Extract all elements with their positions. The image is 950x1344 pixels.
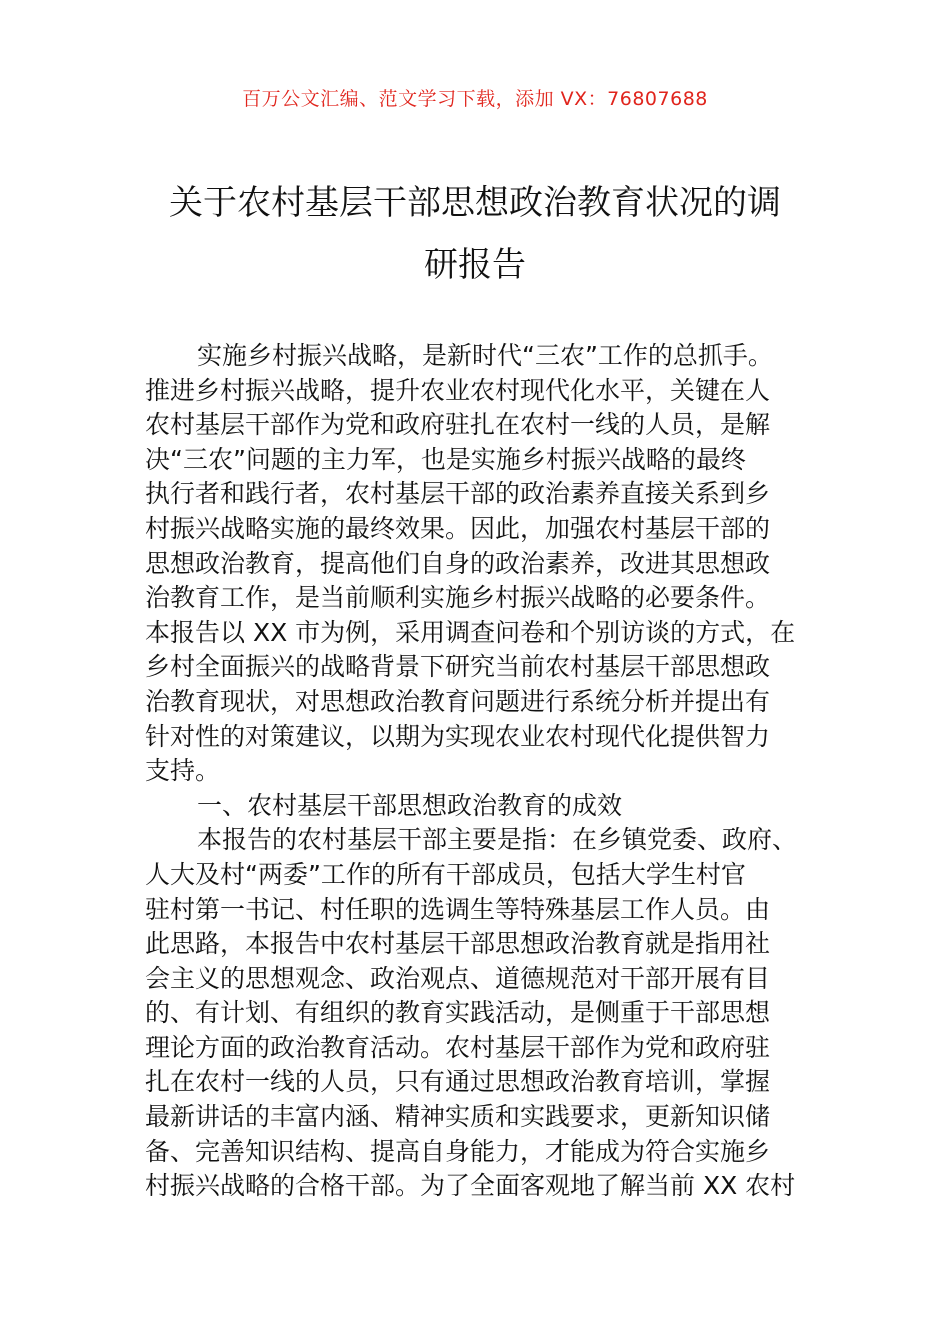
watermark-banner: 百万公文汇编、范文学习下载，添加 VX：76807688 [242, 88, 708, 110]
paragraph-line: 执行者和践行者，农村基层干部的政治素养直接关系到乡 [145, 479, 771, 509]
document-title [150, 172, 800, 296]
paragraph-line: 治教育工作，是当前顺利实施乡村振兴战略的必要条件。 [145, 583, 771, 613]
paragraph-line: 此思路，本报告中农村基层干部思想政治教育就是指用社 [145, 929, 771, 959]
paragraph-line: 农村基层干部作为党和政府驻扎在农村一线的人员，是解 [145, 410, 771, 440]
paragraph-line: 扎在农村一线的人员，只有通过思想政治教育培训，掌握 [145, 1067, 771, 1097]
section-heading: 一、农村基层干部思想政治教育的成效 [197, 790, 623, 820]
paragraph-line: 的、有计划、有组织的教育实践活动，是侧重于干部思想 [145, 998, 771, 1028]
paragraph-line: 本报告的农村基层干部主要是指：在乡镇党委、政府、 [197, 825, 798, 855]
document-body [145, 339, 813, 1204]
paragraph-line: 乡村全面振兴的战略背景下研究当前农村基层干部思想政 [145, 652, 771, 682]
paragraph-line: 决“三农”问题的主力军，也是实施乡村振兴战略的最终 [145, 444, 746, 474]
title-line-1: 关于农村基层干部思想政治教育状况的调 [169, 183, 781, 223]
paragraph-line: 理论方面的政治教育活动。农村基层干部作为党和政府驻 [145, 1032, 771, 1062]
paragraph-line: 实施乡村振兴战略，是新时代“三农”工作的总抓手。 [197, 341, 773, 370]
paragraph-line: 思想政治教育，提高他们自身的政治素养，改进其思想政 [145, 548, 771, 578]
paragraph-line: 本报告以 XX 市为例，采用调查问卷和个别访谈的方式，在 [145, 617, 796, 647]
paragraph-line: 人大及村“两委”工作的所有干部成员，包括大学生村官 [145, 859, 746, 889]
paragraph-line: 推进乡村振兴战略，提升农业农村现代化水平，关键在人 [145, 375, 771, 405]
paragraph-line: 驻村第一书记、村任职的选调生等特殊基层工作人员。由 [145, 894, 771, 924]
paragraph-line: 最新讲话的丰富内涵、精神实质和实践要求，更新知识储 [145, 1102, 771, 1132]
paragraph-line: 备、完善知识结构、提高自身能力，才能成为符合实施乡 [145, 1136, 771, 1166]
paragraph-line: 治教育现状，对思想政治教育问题进行系统分析并提出有 [145, 686, 771, 716]
paragraph-line: 村振兴战略实施的最终效果。因此，加强农村基层干部的 [145, 513, 771, 543]
paragraph-line: 针对性的对策建议，以期为实现农业农村现代化提供智力 [145, 721, 771, 751]
paragraph-line: 村振兴战略的合格干部。为了全面客观地了解当前 XX 农村 [145, 1171, 796, 1201]
title-line-2: 研报告 [424, 245, 526, 285]
paragraph-line: 支持。 [145, 756, 221, 786]
paragraph-line: 会主义的思想观念、政治观点、道德规范对干部开展有目 [145, 963, 771, 993]
